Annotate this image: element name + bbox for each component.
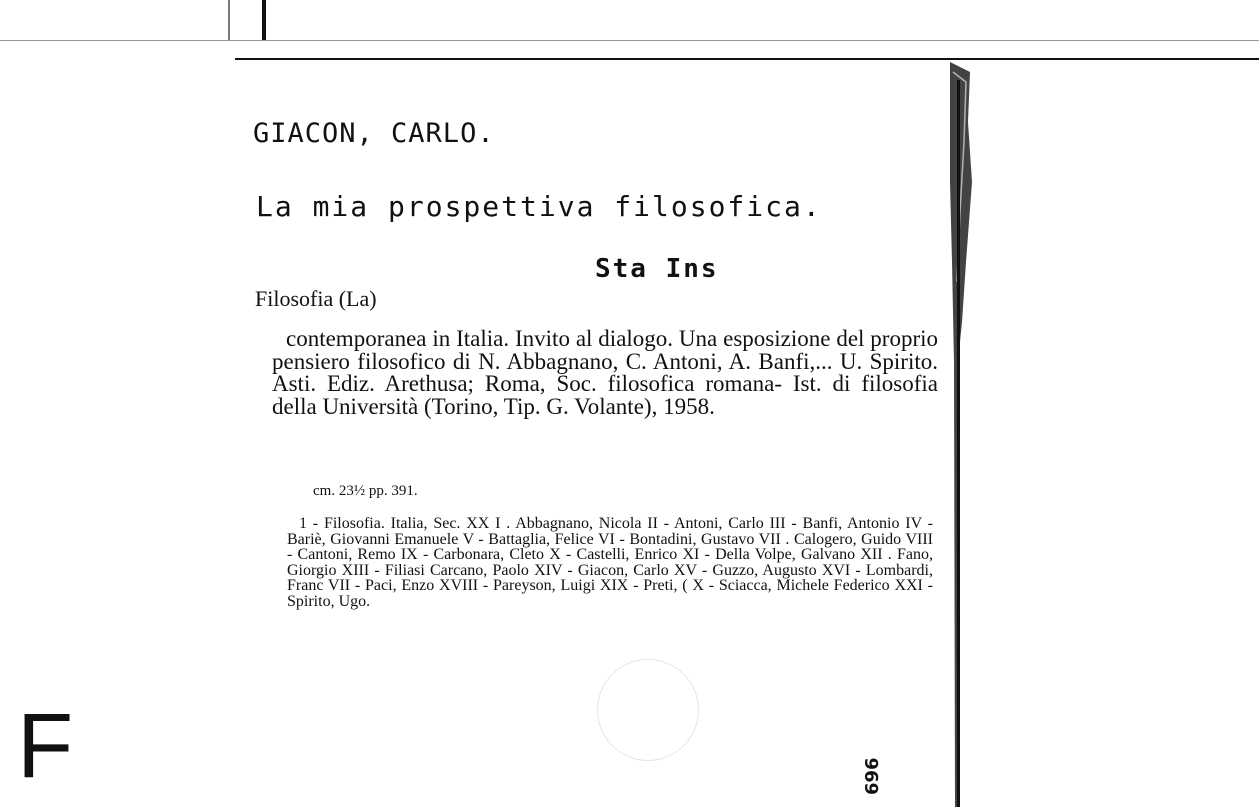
divider-thin [0, 40, 1259, 41]
author-heading: GIACON, CARLO. [253, 118, 495, 149]
card-top-border [235, 58, 1259, 60]
card-right-border [957, 80, 960, 807]
location-code: Sta Ins [595, 254, 719, 284]
card-number: 696 [862, 757, 883, 795]
scan-mark [228, 0, 230, 40]
card-right-edge [948, 62, 974, 807]
hole-punch [598, 660, 698, 760]
card-letter: F [17, 695, 74, 797]
card-border-mark [262, 0, 266, 40]
subject-tracings: 1 - Filosofia. Italia, Sec. XX I . Abbagnano, Nicola II - Antoni, Carlo III - Banfi, Antonio IV - Bariè, Giovanni Emanuele V - Battaglia, Felice VI - Bontadini, Gustavo VII . Calogero, Guido VIII - Cantoni, Remo IX - Carbonara, Cleto X - Castelli, Enrico XI - Della Volpe, Galvano XII . Fano, Giorgio XIII - Filiasi Carcano, Paolo XIV - Giacon, Carlo XV - Guzzo, Augusto XVI - Lombardi, Franc VII - Paci, Enzo XVIII - Pareyson, Luigi XIX - Preti, ( X - Sciacca, Michele Federico XXI - Spirito, Ugo. [287, 515, 933, 610]
bibliographic-description: contemporanea in Italia. Invito al dialogo. Una esposizione del proprio pensiero filosofico di N. Abbagnano, C. Antoni, A. Banfi,... U. Spirito. Asti. Ediz. Arethusa; Roma, Soc. filosofica romana- Ist. di filosofia della Università (Torino, Tip. G. Volante), 1958. [272, 326, 938, 419]
collation: cm. 23½ pp. 391. [313, 483, 418, 499]
previous-card-edge [0, 0, 1259, 40]
title-heading: La mia prospettiva filosofica. [256, 190, 822, 223]
series-heading: Filosofia (La) [255, 286, 377, 311]
